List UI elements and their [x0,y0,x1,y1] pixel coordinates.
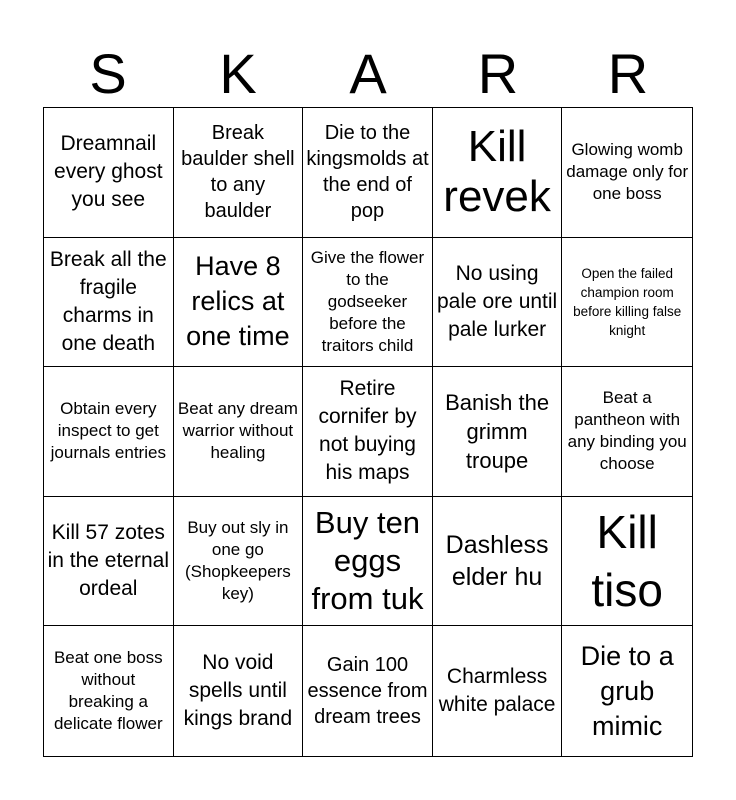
cell-text: No void spells until kings brand [183,651,293,731]
cell-text: Gain 100 essence from dream trees [307,654,428,729]
bingo-cell-12[interactable] [174,367,304,497]
bingo-cell-14[interactable] [433,367,563,497]
cell-text: Beat any dream warrior without healing [177,399,298,463]
cell-text: Obtain every inspect to get journals entries [50,399,166,463]
bingo-header [43,40,693,108]
cell-text: Beat one boss without breaking a delicate flower [53,648,163,734]
cell-text: Banish the grimm troupe [445,389,550,473]
bingo-cell-23[interactable] [303,626,433,756]
cell-text: Break baulder shell to any baulder [181,122,295,223]
header-letter-k: K [219,42,257,105]
cell-text: Have 8 relics at one time [186,251,290,352]
bingo-cell-6[interactable] [44,238,174,368]
cell-text: Give the flower to the godseeker before the traitors child [310,247,425,355]
bingo-cell-25[interactable] [562,626,692,756]
bingo-cell-8[interactable] [303,238,433,368]
cell-text: Beat a pantheon with any binding you choose [567,388,687,474]
cell-text: No using pale ore until pale lurker [436,261,558,341]
bingo-cell-5[interactable] [562,108,692,238]
header-letter-s: S [89,42,127,105]
cell-text: Die to a grub mimic [580,640,674,741]
cell-text: Charmless white palace [438,665,556,717]
bingo-cell-11[interactable] [44,367,174,497]
cell-text: Die to the kingsmolds at the end of pop [306,122,429,223]
bingo-cell-13[interactable] [303,367,433,497]
bingo-cell-16[interactable] [44,497,174,627]
bingo-cell-22[interactable] [174,626,304,756]
bingo-cell-19[interactable] [433,497,563,627]
header-letter-r1: R [477,42,519,105]
bingo-cell-18[interactable] [303,497,433,627]
cell-text: Dreamnail every ghost you see [54,132,163,212]
bingo-cell-20[interactable] [562,497,692,627]
cell-text: Kill tiso [591,506,663,617]
cell-text: Open the failed champion room before killing false knight [573,265,682,338]
cell-text: Kill revek [443,122,551,222]
cell-text: Dashless elder hu [445,531,549,592]
cell-text: Kill 57 zotes in the eternal ordeal [47,521,169,601]
cell-text: Buy ten eggs from tuk [311,505,424,617]
cell-text: Break all the fragile charms in one death [49,247,167,355]
cell-text: Glowing womb damage only for one boss [566,140,689,204]
cell-text: Buy out sly in one go (Shopkeepers key) [184,518,291,604]
header-letter-a: A [349,42,387,105]
bingo-cell-9[interactable] [433,238,563,368]
bingo-cell-21[interactable] [44,626,174,756]
bingo-cell-7[interactable] [174,238,304,368]
bingo-cell-3[interactable] [303,108,433,238]
bingo-board [43,107,693,757]
header-letter-r2: R [607,42,649,105]
bingo-cell-2[interactable] [174,108,304,238]
bingo-cell-10[interactable] [562,238,692,368]
bingo-cell-17[interactable] [174,497,304,627]
bingo-cell-1[interactable] [44,108,174,238]
bingo-cell-24[interactable] [433,626,563,756]
bingo-cell-4[interactable] [433,108,563,238]
bingo-cell-15[interactable] [562,367,692,497]
cell-text: Retire cornifer by not buying his maps [318,377,417,485]
